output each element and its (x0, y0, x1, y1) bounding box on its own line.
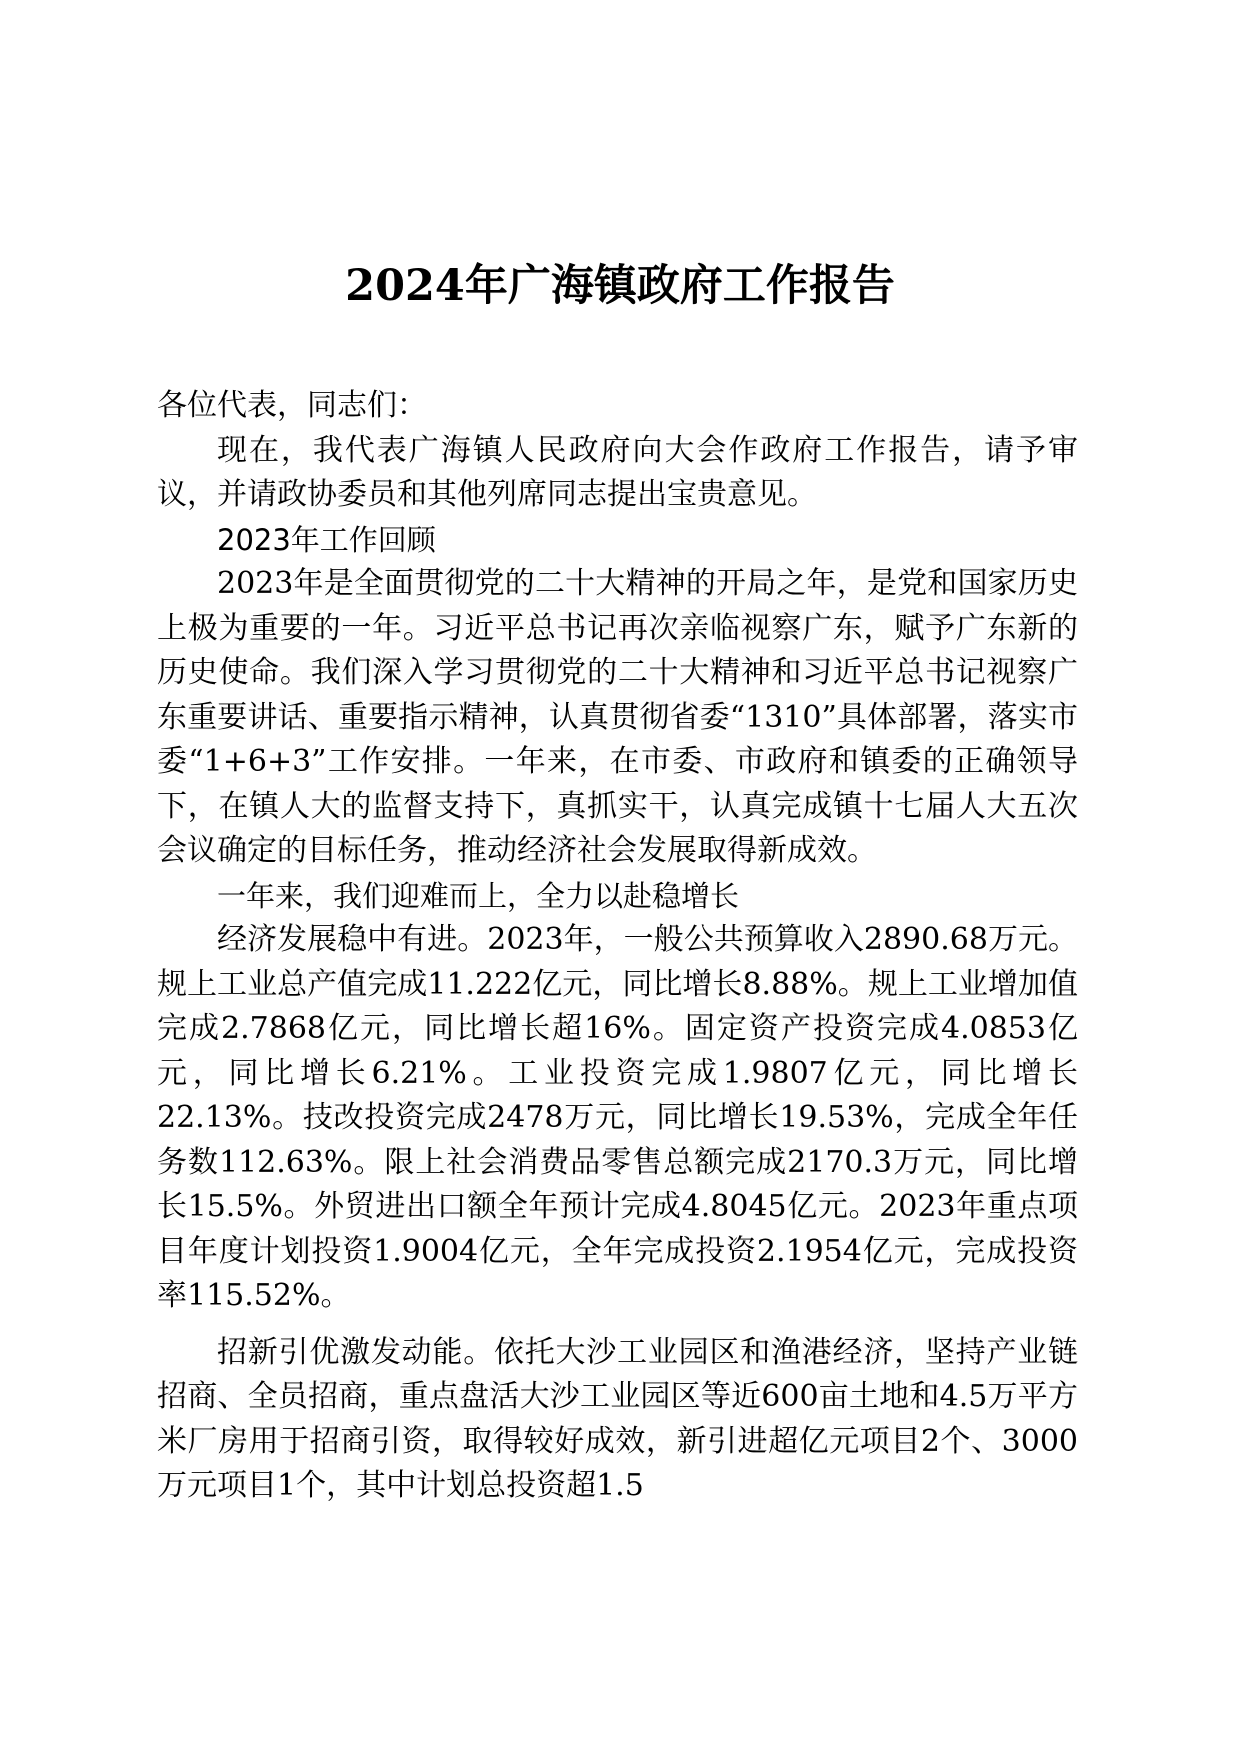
salutation: 各位代表，同志们： (157, 388, 427, 423)
document-body (157, 384, 1078, 1509)
investment-paragraph: 招新引优激发动能。依托大沙工业园区和渔港经济，坚持产业链招商、全员招商，重点盘活大沙工业园区等近600亩土地和4.5万平方米厂房用于招商引资，取得较好成效，新引进超亿元项目2个、3000万元项目1个，其中计划总投资超1.5 (157, 1334, 1078, 1503)
document-title: 2024年广海镇政府工作报告 (345, 261, 895, 311)
section-heading: 2023年工作回顾 (217, 522, 436, 557)
intro-paragraph: 现在，我代表广海镇人民政府向大会作政府工作报告，请予审议，并请政协委员和其他列席同志提出宝贵意见。 (157, 432, 1078, 512)
review-paragraph: 2023年是全面贯彻党的二十大精神的开局之年，是党和国家历史上极为重要的一年。习近平总书记再次亲临视察广东，赋予广东新的历史使命。我们深入学习贯彻党的二十大精神和习近平总书记视察广东重要讲话、重要指示精神，认真贯彻省委“1310”具体部署，落实市委“1+6+3”工作安排。一年来，在市委、市政府和镇委的正确领导下，在镇人大的监督支持下，真抓实干，认真完成镇十七届人大五次会议确定的目标任务，推动经济社会发展取得新成效。 (157, 566, 1078, 868)
subheading: 一年来，我们迎难而上，全力以赴稳增长 (217, 878, 740, 913)
economy-paragraph: 经济发展稳中有进。2023年，一般公共预算收入2890.68万元。规上工业总产值完成11.222亿元，同比增长8.88%。规上工业增加值完成2.7868亿元，同比增长超16%。固定资产投资完成4.0853亿元，同比增长6.21%。工业投资完成1.9807亿元，同比增长22.13%。技改投资完成2478万元，同比增长19.53%，完成全年任务数112.63%。限上社会消费品零售总额完成2170.3万元，同比增长15.5%。外贸进出口额全年预计完成4.8045亿元。2023年重点项目年度计划投资1.9004亿元，全年完成投资2.1954亿元，完成投资率115.52%。 (157, 922, 1078, 1313)
